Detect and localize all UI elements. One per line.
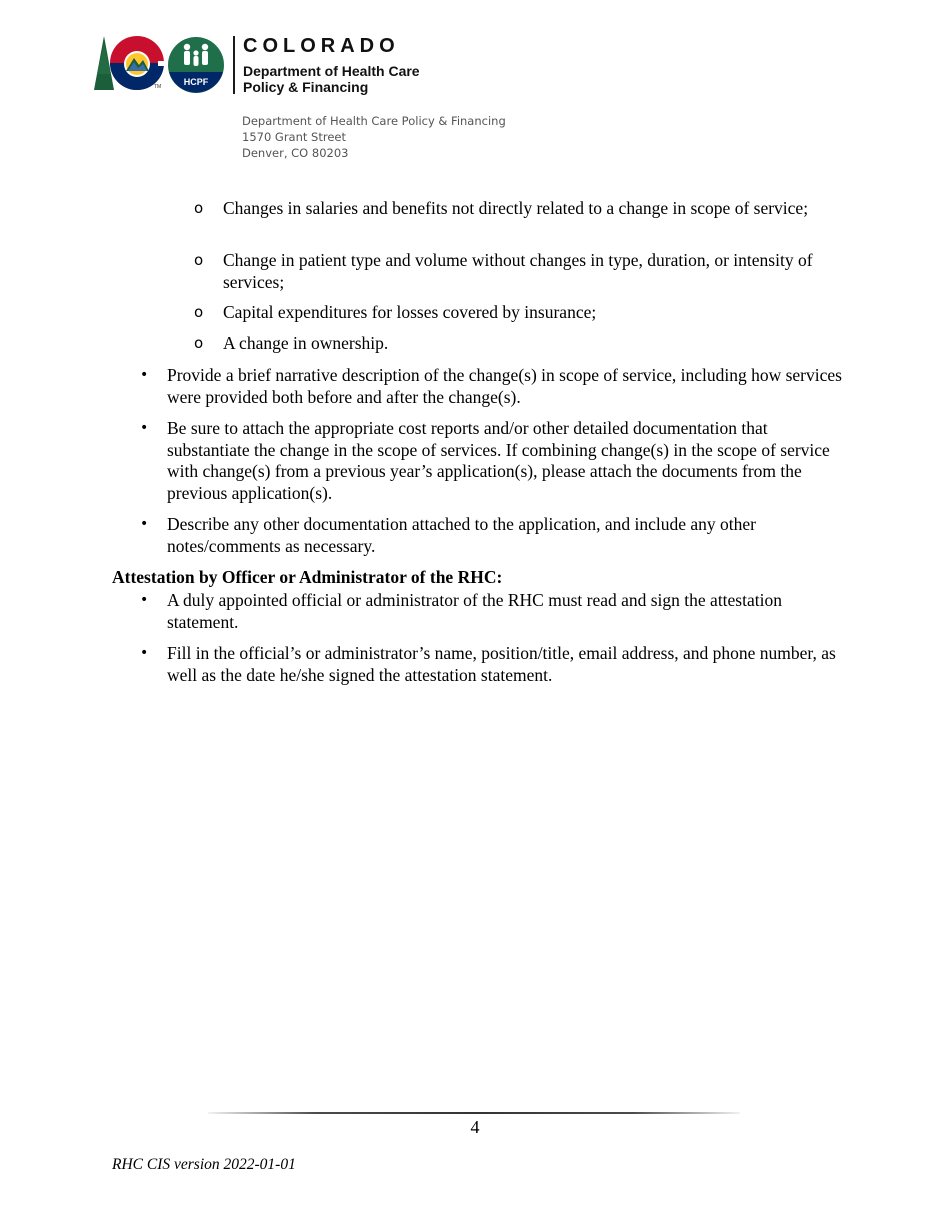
agency-address xyxy=(242,113,506,161)
circle-bullet-icon: o xyxy=(194,334,204,352)
bullet-list-item-text: Provide a brief narrative description of the change(s) in scope of service, including how services were provided both before and after the change(s). xyxy=(167,365,842,407)
address-line: Department of Health Care Policy & Financing xyxy=(242,114,506,128)
trademark-mark: TM xyxy=(154,84,162,90)
circle-bullet-icon: o xyxy=(194,199,204,217)
hcpf-badge-text: HCPF xyxy=(183,77,209,87)
sub-list-item-text: Changes in salaries and benefits not directly related to a change in scope of service; xyxy=(223,198,809,218)
page-number: 4 xyxy=(470,1117,480,1137)
bullet-icon: • xyxy=(140,367,149,383)
sub-list-item-text: A change in ownership. xyxy=(223,333,389,353)
bullet-icon: • xyxy=(140,516,149,532)
sub-list-item xyxy=(194,333,848,355)
agency-logo xyxy=(92,34,492,96)
bullet-list-item-text: A duly appointed official or administrator of the RHC must read and sign the attestation statement. xyxy=(167,590,782,632)
footer-divider xyxy=(208,1112,740,1114)
bullet-icon: • xyxy=(140,645,149,661)
bullet-list-item xyxy=(140,514,847,557)
address-line: 1570 Grant Street xyxy=(242,130,347,144)
bullet-icon: • xyxy=(140,592,149,608)
bullet-list-item xyxy=(140,643,847,686)
circle-bullet-icon: o xyxy=(194,251,204,269)
bullet-icon: • xyxy=(140,420,149,436)
attestation-heading: Attestation by Officer or Administrator of the RHC: xyxy=(112,567,503,587)
bullet-list-item-text: Be sure to attach the appropriate cost reports and/or other detailed documentation that substantiate the change in the scope of services. If combining change(s) in the scope of service with change(s) from a previous year’s application(s), please attach the documents from the previous application(s). xyxy=(167,418,830,503)
sub-list-item-text: Change in patient type and volume without changes in type, duration, or intensity of services; xyxy=(223,250,813,292)
logo-divider xyxy=(233,36,235,94)
circle-bullet-icon: o xyxy=(194,303,204,321)
sub-list-item xyxy=(194,198,848,220)
hcpf-badge-icon xyxy=(167,36,225,94)
sub-list-item xyxy=(194,302,848,324)
logo-department-line-2: Policy & Financing xyxy=(243,79,369,95)
bullet-list-item xyxy=(140,418,847,504)
logo-state-name: COLORADO xyxy=(243,35,400,57)
bullet-list-item xyxy=(140,365,847,408)
sub-list-item xyxy=(194,250,848,293)
document-version: RHC CIS version 2022-01-01 xyxy=(112,1156,296,1173)
bullet-list-item xyxy=(140,590,847,633)
sub-list-item-text: Capital expenditures for losses covered by insurance; xyxy=(223,302,597,322)
logo-department-line-1: Department of Health Care xyxy=(243,63,420,79)
address-line: Denver, CO 80203 xyxy=(242,146,349,160)
bullet-list-item-text: Fill in the official’s or administrator’s name, position/title, email address, and phone number, as well as the date he/she signed the attestation statement. xyxy=(167,643,836,685)
bullet-list-item-text: Describe any other documentation attached to the application, and include any other notes/comments as necessary. xyxy=(167,514,756,556)
